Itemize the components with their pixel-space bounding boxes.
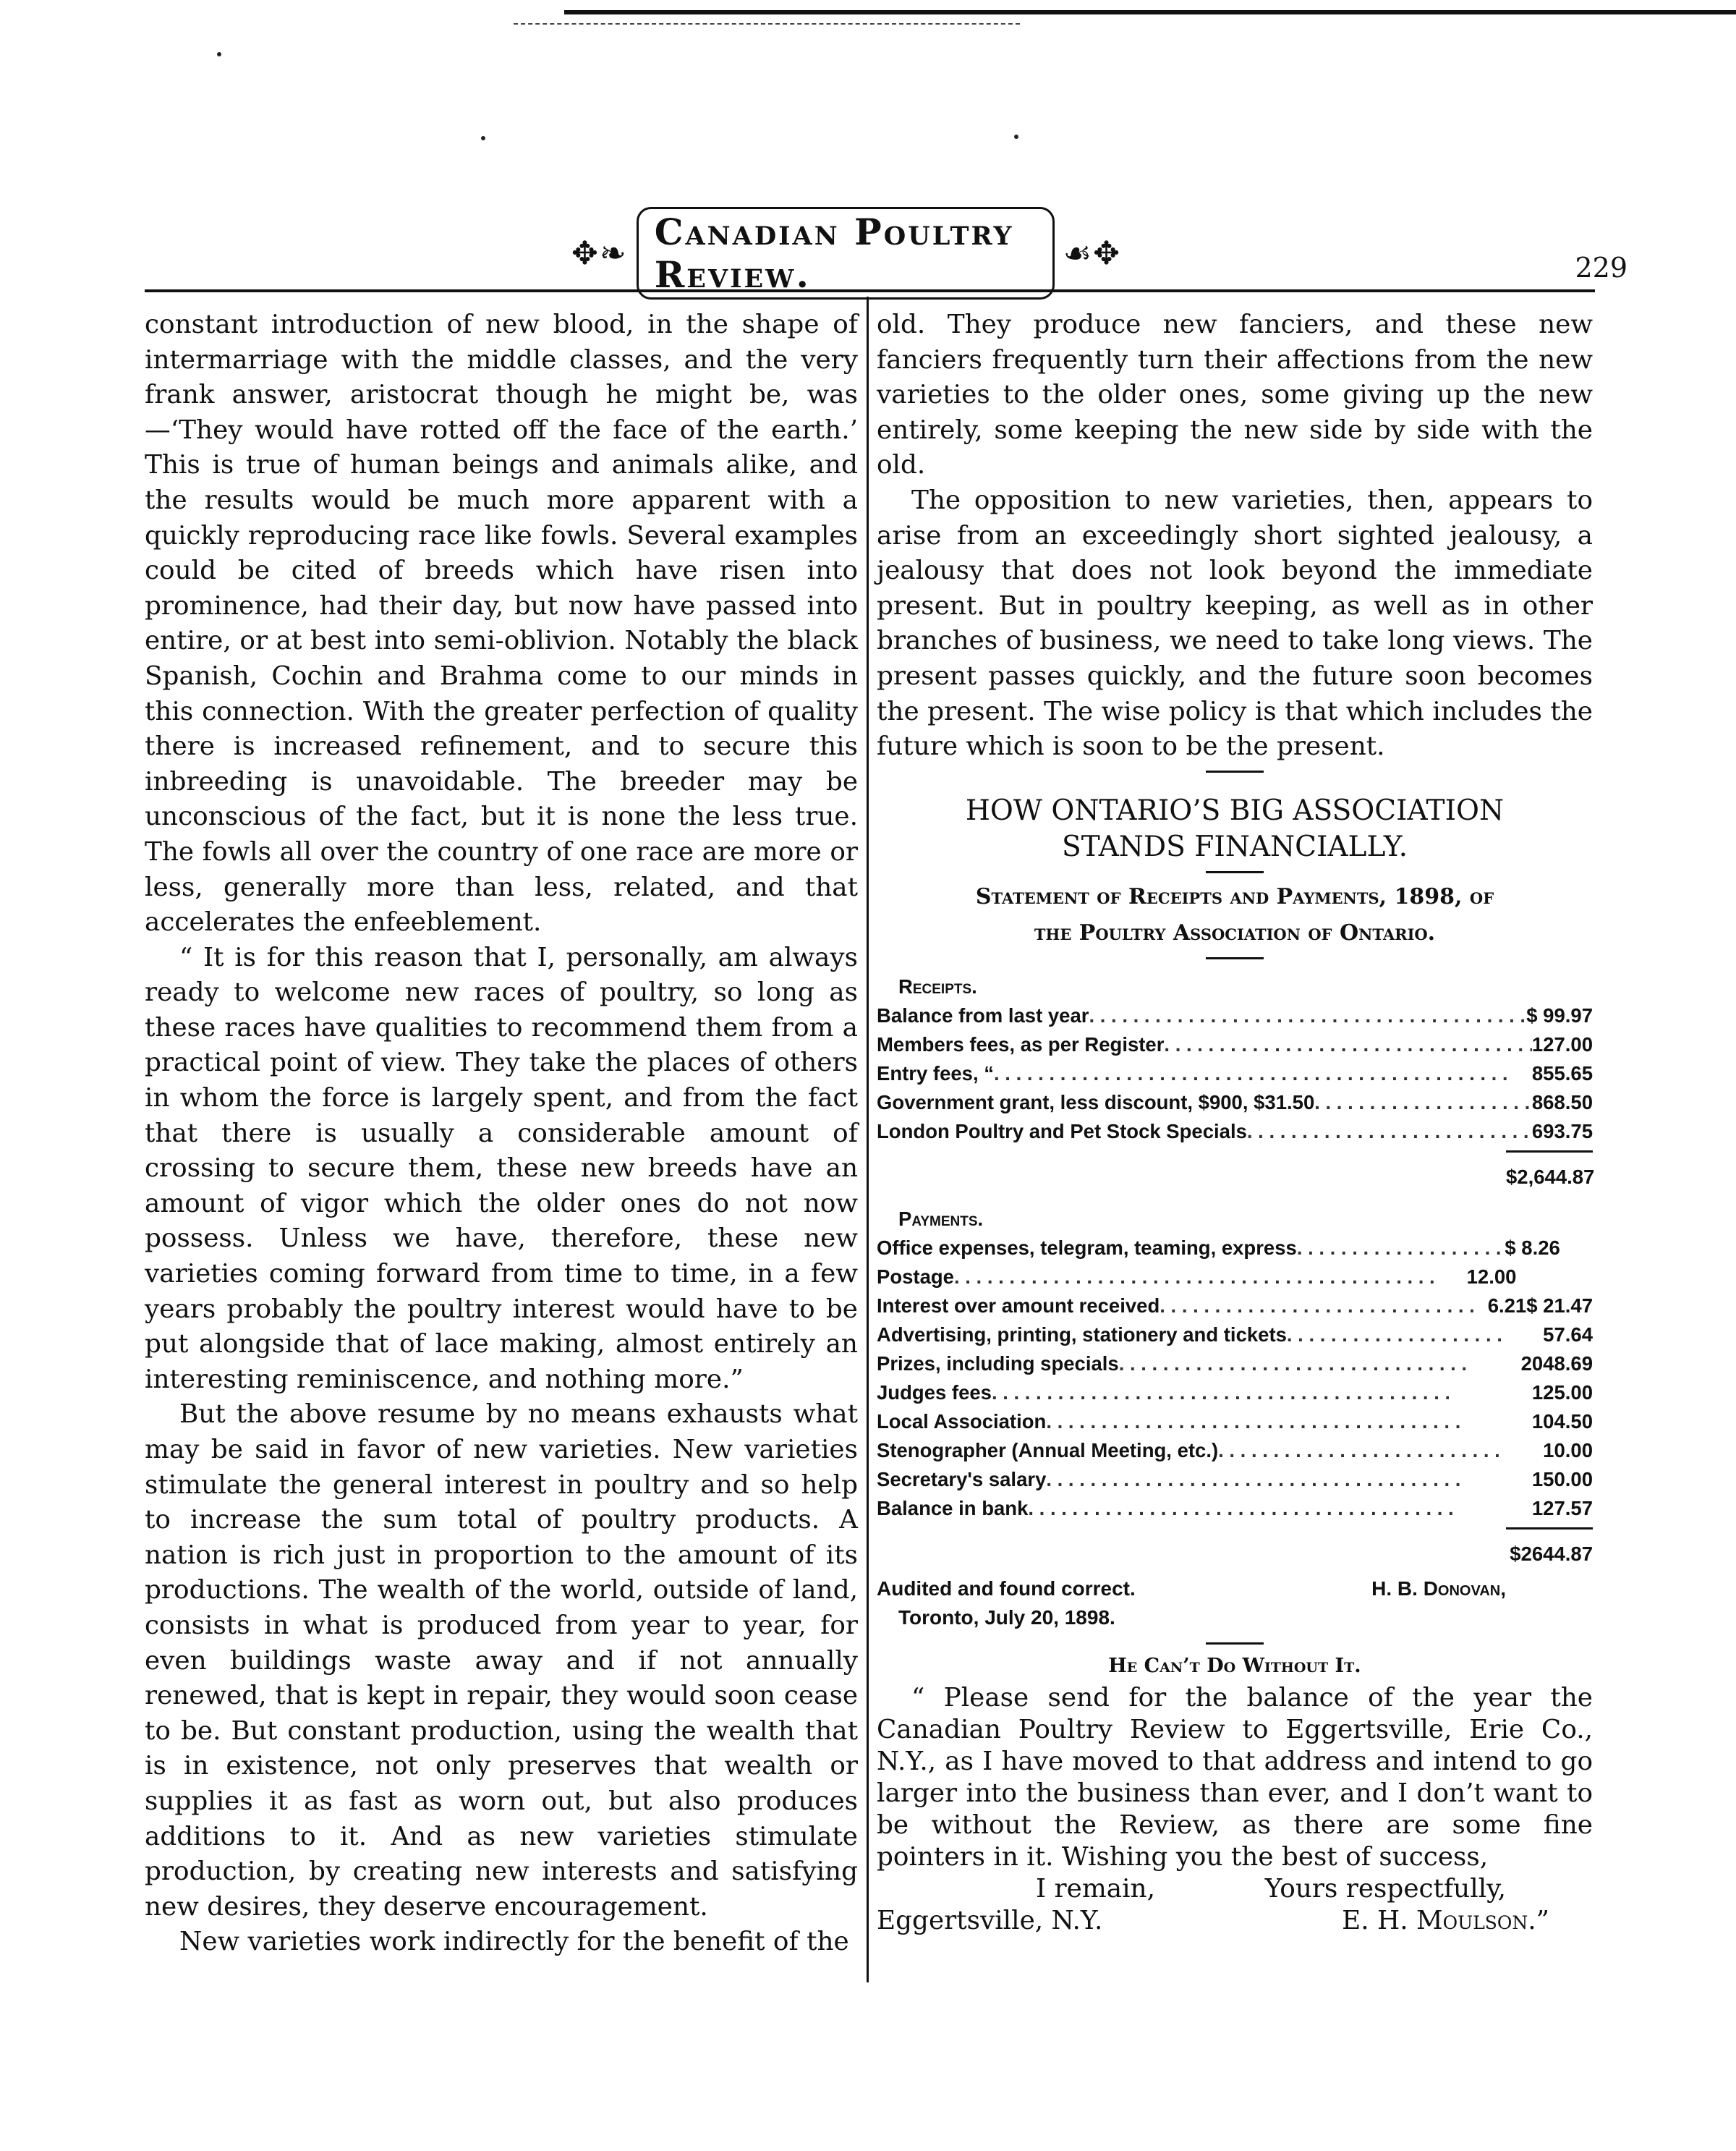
leader-dots xyxy=(1314,1088,1532,1117)
left-column xyxy=(145,307,858,1960)
paragraph: “ It is for this reason that I, personally, am always ready to welcome new races of poultry, so long as these races have qualities to recommend them from a practical point of view. They take the places of others in whom the force is largely spent, and from the fact that there is usually a considerable amount of crossing to secure them, these new breeds have an amount of vigor which the older ones do not now possess. Unless we have, therefore, these new varieties coming forward from time to time, in a few years probably the poultry interest would have to be put alongside that of lace making, almost entirely an interesting reminiscence, and nothing more.” xyxy=(145,942,858,1394)
ornament-left-icon: ✥❧ xyxy=(571,234,628,272)
audit-signer: H. B. Donovan, xyxy=(1371,1577,1506,1600)
payment-row xyxy=(877,1378,1593,1407)
leader-dots xyxy=(1046,1465,1462,1494)
payment-amount: 150.00 xyxy=(1531,1467,1593,1490)
page-number: 229 xyxy=(1575,252,1628,284)
payment-amount: 57.64 xyxy=(1543,1323,1593,1346)
receipt-label: Balance from last year xyxy=(877,1004,1089,1027)
right-column xyxy=(877,307,1593,1937)
receipt-amount: 693.75 xyxy=(1531,1119,1593,1142)
leader-dots xyxy=(992,1378,1449,1407)
audit-line xyxy=(877,1574,1593,1603)
scan-speck xyxy=(217,52,221,56)
letter-signature xyxy=(877,1905,1593,1937)
payment-label: Balance in bank xyxy=(877,1496,1029,1519)
audit-text: Audited and found correct. xyxy=(877,1577,1136,1600)
top-scan-artifact xyxy=(514,23,1020,25)
receipt-label: London Poultry and Pet Stock Specials xyxy=(877,1119,1247,1142)
leader-dots xyxy=(954,1263,1440,1291)
heading-line: HOW ONTARIO’S BIG ASSOCIATION xyxy=(965,794,1505,827)
payment-label: Secretary's salary xyxy=(877,1467,1047,1490)
receipt-row xyxy=(877,1088,1593,1117)
payment-row xyxy=(877,1407,1593,1436)
heading-line: STANDS FINANCIALLY. xyxy=(1062,830,1408,863)
payment-row xyxy=(877,1320,1593,1349)
leader-dots xyxy=(1119,1349,1466,1378)
receipt-row xyxy=(877,1001,1593,1030)
leader-dots xyxy=(1247,1117,1532,1146)
masthead-title: Canadian Poultry Review. xyxy=(637,207,1055,300)
leader-dots xyxy=(1164,1030,1531,1059)
closing-right: Yours respectfully, xyxy=(1264,1873,1506,1904)
receipt-amount: $ 99.97 xyxy=(1526,1004,1593,1027)
payment-amount: 2048.69 xyxy=(1520,1352,1593,1375)
statement-heading xyxy=(877,879,1593,951)
receipts-list xyxy=(877,1001,1593,1146)
receipt-row xyxy=(877,1117,1593,1146)
payment-row xyxy=(877,1234,1593,1263)
payment-row xyxy=(877,1465,1593,1494)
statement-line: the Poultry Association of Ontario. xyxy=(1034,920,1436,946)
payment-amount: 10.00 xyxy=(1543,1438,1593,1461)
leader-dots xyxy=(1028,1494,1458,1523)
payments-total-value: $2644.87 xyxy=(1506,1527,1593,1569)
article-heading xyxy=(877,793,1593,865)
leader-dots xyxy=(1046,1407,1462,1436)
payment-amount: $ 21.47 xyxy=(1526,1294,1593,1317)
leader-dots xyxy=(1287,1320,1508,1349)
receipts-total xyxy=(877,1146,1593,1192)
letter-heading: He Can’t Do Without It. xyxy=(1108,1654,1361,1677)
paragraph: constant introduction of new blood, in the shape of intermarriage with the middle classes, and the very frank answer, aristocrat though he might be, was—‘They would have rotted off the face of the earth.’ This is true of human beings and animals alike, and the results would be much more apparent with a quickly reproducing race like fowls. Several examples could be cited of breeds which have risen into prominence, had their day, but now have passed into entire, or at best into semi-oblivion. Notably the black Spanish, Cochin and Brahma come to our minds in this connection. With the greater perfection of quality there is increased refinement, and to secure this inbreeding is unavoidable. The breeder may be unconscious of the fact, but it is none the less true. The fowls all over the country of one race are more or less, generally more than less, related, and that accelerates the enfeeblement. xyxy=(145,310,858,938)
paragraph: old. They produce new fanciers, and these new fanciers frequently turn their affections from the new varieties to the older ones, some giving up the new entirely, some keeping the new side by side with the old. xyxy=(877,310,1593,480)
masthead xyxy=(571,211,1121,296)
statement-line: Statement of Receipts and Payments, 1898, of xyxy=(975,883,1494,909)
receipts-title: Receipts. xyxy=(898,975,977,998)
payment-row xyxy=(877,1349,1593,1378)
payment-amount: 125.00 xyxy=(1531,1380,1594,1404)
section-divider xyxy=(1206,1642,1264,1645)
section-divider xyxy=(1206,771,1264,773)
leader-dots xyxy=(1218,1436,1499,1465)
audit-date: Toronto, July 20, 1898. xyxy=(898,1605,1115,1629)
paragraph: New varieties work indirectly for the benefit of the xyxy=(179,1927,849,1957)
payment-label: Postage xyxy=(877,1265,954,1288)
payment-row xyxy=(877,1291,1593,1320)
payment-subamount: $ 8.26 xyxy=(1505,1236,1560,1259)
payment-row xyxy=(877,1494,1593,1523)
receipt-amount: 855.65 xyxy=(1531,1061,1593,1085)
top-border-rule xyxy=(564,10,1736,23)
receipt-label: Entry fees, “ xyxy=(877,1061,995,1085)
payment-label: Office expenses, telegram, teaming, express xyxy=(877,1236,1297,1259)
letter-closing xyxy=(877,1873,1593,1905)
letter-place: Eggertsville, N.Y. xyxy=(877,1905,1103,1935)
leader-dots xyxy=(1297,1234,1505,1263)
section-divider xyxy=(1206,957,1264,959)
leader-dots xyxy=(994,1059,1512,1088)
header-rule xyxy=(145,289,1595,292)
payments-total xyxy=(877,1523,1593,1569)
scan-speck xyxy=(1014,135,1018,139)
ornament-right-icon: ☙✥ xyxy=(1063,234,1121,272)
leader-dots xyxy=(1089,1001,1524,1030)
payment-label: Prizes, including specials xyxy=(877,1352,1119,1375)
receipt-amount: 127.00 xyxy=(1531,1032,1593,1056)
payment-row xyxy=(877,1263,1593,1291)
leader-dots xyxy=(1160,1291,1476,1320)
scan-speck xyxy=(481,136,485,140)
payment-amount: 104.50 xyxy=(1531,1409,1593,1433)
receipt-label: Members fees, as per Register xyxy=(877,1032,1165,1056)
paragraph: The opposition to new varieties, then, appears to arise from an exceedingly short sighted jealousy, a jealousy that does not look beyond the immediate present. But in poultry keeping, as well as in other branches of business, we need to take long views. The present passes quickly, and the future soon becomes the present. The wise policy is that which includes the future which is soon to be the present. xyxy=(877,485,1593,762)
letter-body: “ Please send for the balance of the year the Canadian Poultry Review to Eggertsville, Erie Co., N.Y., as I have moved to that address and intend to go larger into the business than ever, and I don’t want to be without the Review, as there are some fine pointers in it. Wishing you the best of success, xyxy=(877,1682,1593,1872)
financial-statement xyxy=(877,972,1593,1632)
payment-subamount: 12.00 xyxy=(1466,1265,1517,1288)
paragraph: But the above resume by no means exhausts what may be said in favor of new varieties. New varieties stimulate the general interest in poultry and so help to increase the sum total of poultry products. A nation is rich just in proportion to the amount of its productions. The wealth of the world, outside of land, consists in what is produced from year to year, for even buildings waste away and if not annually renewed, that is kept in repair, they would soon cease to be. But constant production, using the wealth that is in existence, not only preserves that wealth or supplies it as fast as worn out, but also produces additions to it. And as new varieties stimulate production, by creating new interests and satisfying new desires, they deserve encouragement. xyxy=(145,1399,858,1922)
letter-signer: E. H. Moulson.” xyxy=(1342,1905,1549,1935)
payment-label: Judges fees xyxy=(877,1380,992,1404)
payment-label: Local Association xyxy=(877,1409,1047,1433)
payment-row xyxy=(877,1436,1593,1465)
payments-title: Payments. xyxy=(898,1207,984,1230)
section-divider xyxy=(1206,871,1264,873)
closing-left: I remain, xyxy=(1036,1873,1155,1904)
receipt-amount: 868.50 xyxy=(1531,1090,1593,1113)
column-divider xyxy=(867,297,869,1982)
payment-amount: 127.57 xyxy=(1531,1496,1593,1519)
payment-subamount: 6.21 xyxy=(1487,1294,1527,1317)
receipt-label: Government grant, less discount, $900, $31.50 xyxy=(877,1090,1315,1113)
payment-label: Stenographer (Annual Meeting, etc.) xyxy=(877,1438,1219,1461)
receipt-row xyxy=(877,1030,1593,1059)
payment-label: Advertising, printing, stationery and tickets xyxy=(877,1323,1287,1346)
receipt-row xyxy=(877,1059,1593,1088)
payments-list xyxy=(877,1234,1593,1523)
payment-label: Interest over amount received xyxy=(877,1294,1160,1317)
receipts-total-value: $2,644.87 xyxy=(1506,1150,1593,1192)
